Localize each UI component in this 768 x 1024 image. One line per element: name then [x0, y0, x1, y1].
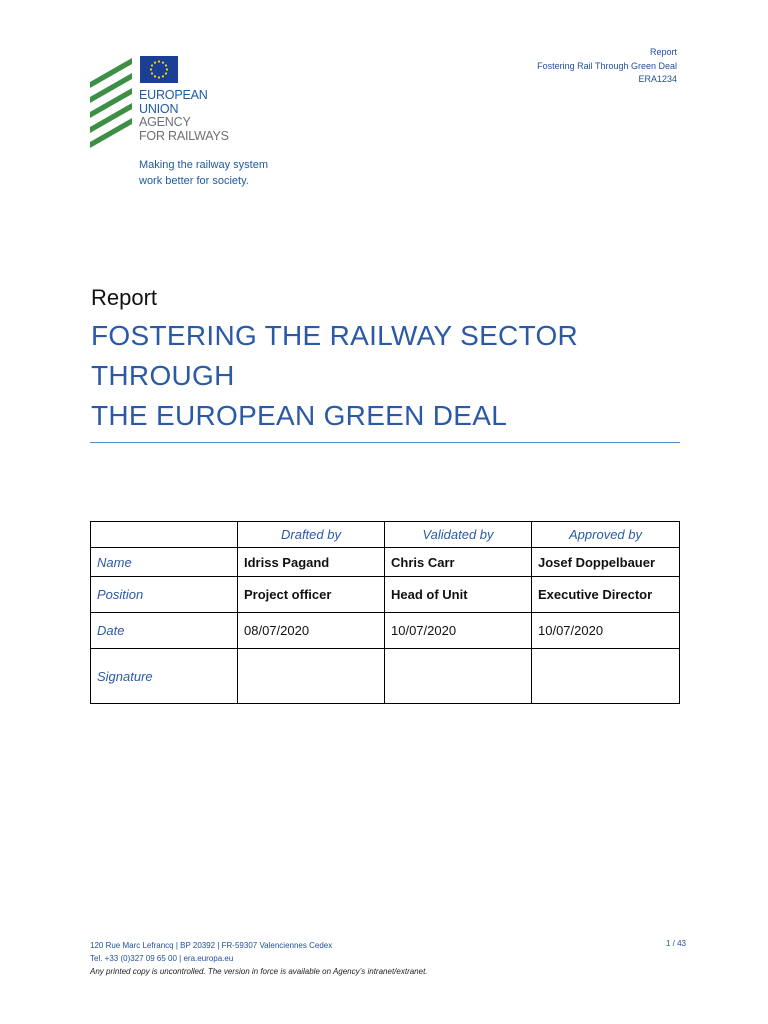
- table-row-signature: [91, 649, 680, 704]
- table-header-row: [91, 522, 680, 548]
- empty-header-cell: [91, 522, 238, 548]
- document-title: [91, 316, 578, 436]
- validated-by-position: Head of Unit: [385, 577, 532, 613]
- footer-address: 120 Rue Marc Lefrancq | BP 20392 | FR-59307 Valenciennes Cedex: [90, 941, 333, 950]
- validated-by-name: Chris Carr: [385, 548, 532, 577]
- tagline-line-2: work better for society.: [139, 175, 249, 187]
- title-line-2: THROUGH: [91, 360, 235, 391]
- tagline: [139, 157, 268, 189]
- drafted-by-position: Project officer: [238, 577, 385, 613]
- row-label-date: Date: [91, 613, 238, 649]
- column-header-drafted: Drafted by: [238, 522, 385, 548]
- page-number: 1 / 43: [665, 939, 686, 948]
- header-doc-type: Report: [649, 47, 677, 57]
- document-type: Report: [91, 285, 158, 310]
- footer-note: Any printed copy is uncontrolled. The version in force is available on Agency’s intranet/extranet.: [90, 967, 428, 976]
- page-footer: [90, 939, 428, 978]
- approved-signature-field: [532, 649, 680, 704]
- table-row-name: [91, 548, 680, 577]
- title-divider: [90, 442, 680, 443]
- drafted-signature-field: [238, 649, 385, 704]
- table-row-date: [91, 613, 680, 649]
- approved-date: 10/07/2020: [532, 613, 680, 649]
- header-short-title: Fostering Rail Through Green Deal: [537, 60, 677, 71]
- row-label-name: Name: [91, 548, 238, 577]
- approved-by-name: Josef Doppelbauer: [532, 548, 680, 577]
- eu-flag-icon: [140, 56, 178, 83]
- logo-line-for-railways: FOR RAILWAYS: [139, 128, 229, 143]
- validated-signature-field: [385, 649, 532, 704]
- drafted-date: 08/07/2020: [238, 613, 385, 649]
- title-line-3: THE EUROPEAN GREEN DEAL: [91, 400, 508, 431]
- green-stripes-icon: [88, 56, 138, 148]
- approval-table: [90, 521, 680, 704]
- validated-date: 10/07/2020: [385, 613, 532, 649]
- row-label-signature: Signature: [91, 649, 238, 704]
- logo-line-union: UNION: [139, 101, 179, 116]
- column-header-approved: Approved by: [532, 522, 680, 548]
- era-logo: [88, 56, 248, 148]
- organization-name: [139, 89, 229, 143]
- approved-by-position: Executive Director: [532, 577, 680, 613]
- tagline-line-1: Making the railway system: [139, 159, 268, 171]
- footer-contact: Tel. +33 (0)327 09 65 00 | era.europa.eu: [90, 954, 234, 963]
- logo-line-agency: AGENCY: [139, 115, 191, 129]
- title-line-1: FOSTERING THE RAILWAY SECTOR: [91, 320, 579, 351]
- header-reference: ERA1234: [638, 74, 677, 84]
- column-header-validated: Validated by: [385, 522, 532, 548]
- document-header: [537, 46, 677, 87]
- row-label-position: Position: [91, 577, 238, 613]
- drafted-by-name: Idriss Pagand: [238, 548, 385, 577]
- table-row-position: [91, 577, 680, 613]
- logo-line-european: EUROPEAN: [139, 88, 208, 102]
